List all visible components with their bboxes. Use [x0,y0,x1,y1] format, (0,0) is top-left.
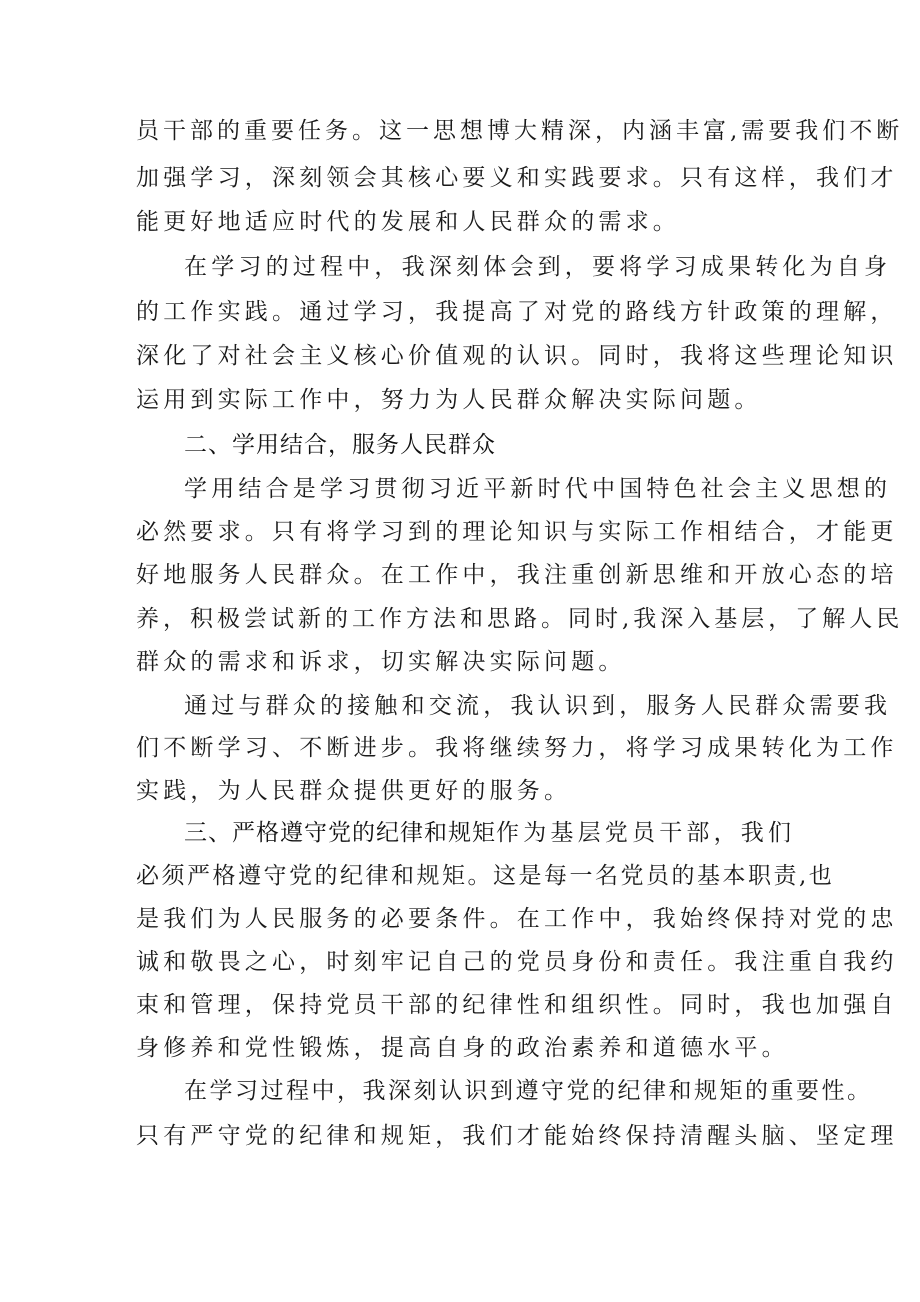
section-heading-line [184,818,795,848]
text-line: 实践，为人民群众提供更好的服务。 [136,778,572,804]
section-heading: 二、学用结合，服务人民群众 [184,432,496,458]
heading-trailing-text: 作为基层党员干部，我们 [496,820,796,846]
text-line: 是我们为人民服务的必要条件。在工作中，我始终保持对党的忠 [136,906,898,932]
text-line: 们不断学习、不断进步。我将继续努力，将学习成果转化为工作 [136,735,898,761]
text-line: 诚和敬畏之心，时刻牢记自己的党员身份和责任。我注重自我约 [136,949,898,975]
text-line: 必须严格遵守党的纪律和规矩。这是每一名党员的基本职责,也 [136,863,835,889]
text-line: 能更好地适应时代的发展和人民群众的需求。 [136,209,680,235]
text-line: 好地服务人民群众。在工作中，我注重创新思维和开放心态的培 [136,562,898,588]
text-line: 学用结合是学习贯彻习近平新时代中国特色社会主义思想的 [184,476,892,502]
text-line: 运用到实际工作中，努力为人民群众解决实际问题。 [136,387,762,413]
text-line: 加强学习，深刻领会其核心要义和实践要求。只有这样，我们才 [136,165,898,191]
text-line: 群众的需求和诉求，切实解决实际问题。 [136,649,626,675]
text-line: 身修养和党性锻炼，提高自身的政治素养和道德水平。 [136,1035,789,1061]
text-line: 在学习的过程中，我深刻体会到，要将学习成果转化为自身 [184,254,892,280]
text-line: 必然要求。只有将学习到的理论知识与实际工作相结合，才能更 [136,519,898,545]
text-line: 员干部的重要任务。这一思想博大精深，内涵丰富,需要我们不断 [136,118,904,144]
text-line: 深化了对社会主义核心价值观的认识。同时，我将这些理论知识 [136,343,898,369]
text-line: 束和管理，保持党员干部的纪律性和组织性。同时，我也加强自 [136,992,898,1018]
section-heading: 三、严格遵守党的纪律和规矩 [184,820,496,846]
text-line: 在学习过程中，我深刻认识到遵守党的纪律和规矩的重要性。 [184,1078,873,1104]
text-line: 养，积极尝试新的工作方法和思路。同时,我深入基层，了解人民 [136,606,904,632]
text-line: 的工作实践。通过学习，我提高了对党的路线方针政策的理解， [136,299,898,325]
text-line: 通过与群众的接触和交流，我认识到，服务人民群众需要我 [184,693,892,719]
text-line: 只有严守党的纪律和规矩，我们才能始终保持清醒头脑、坚定理 [136,1123,898,1149]
